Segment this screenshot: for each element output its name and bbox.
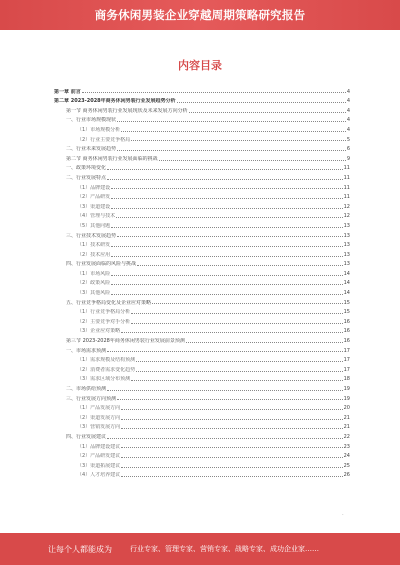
toc-entry-page: 13 bbox=[343, 222, 350, 229]
toc-entry-page: 5 bbox=[346, 136, 350, 143]
toc-leader-dots bbox=[111, 256, 342, 257]
toc-entry-label: （2）政策风险 bbox=[77, 280, 111, 287]
toc-entry-label: （2）行业主要竞争格局 bbox=[77, 136, 131, 143]
toc-entry-label: （2）产品研发建议 bbox=[77, 453, 121, 460]
toc-entry-label: 第一节 商务休闲男装行业发展现状及未来发展方向分析 bbox=[66, 107, 188, 114]
toc-leader-dots bbox=[111, 294, 342, 295]
toc-entry-label: （1）品牌建设建议 bbox=[77, 443, 121, 450]
report-title: 商务休闲男装企业穿越周期策略研究报告 bbox=[94, 8, 306, 22]
toc-leader-dots bbox=[111, 227, 342, 228]
toc-entry-page: 25 bbox=[343, 462, 350, 469]
toc-entry-label: （2）渠道发展方向 bbox=[77, 414, 121, 421]
toc-entry[interactable] bbox=[54, 104, 350, 114]
toc-leader-dots bbox=[107, 351, 343, 352]
footer-slogan: 让每个人都能成为 bbox=[48, 544, 112, 554]
toc-entry-page: 18 bbox=[343, 376, 350, 383]
page-mark: - bbox=[342, 512, 344, 517]
toc-entry-page: 19 bbox=[343, 395, 350, 402]
toc-entry[interactable] bbox=[54, 210, 350, 220]
toc-leader-dots bbox=[107, 438, 343, 439]
toc-entry[interactable] bbox=[54, 402, 350, 412]
toc-entry-page: 17 bbox=[343, 347, 350, 354]
toc-entry-label: （1）行业竞争格局分析 bbox=[77, 309, 131, 316]
toc-entry[interactable] bbox=[54, 306, 350, 316]
toc-leader-dots bbox=[107, 169, 343, 170]
toc-entry-label: （1）产品发展方向 bbox=[77, 405, 121, 412]
toc-entry[interactable] bbox=[54, 286, 350, 296]
toc-entry-page: 15 bbox=[343, 299, 350, 306]
toc-entry[interactable] bbox=[54, 344, 350, 354]
toc-entry[interactable] bbox=[54, 267, 350, 277]
toc-leader-dots bbox=[107, 179, 343, 180]
toc-leader-dots bbox=[121, 131, 346, 132]
toc-entry[interactable] bbox=[54, 114, 350, 124]
toc-entry-page: 4 bbox=[346, 107, 350, 114]
toc-entry[interactable] bbox=[54, 421, 350, 431]
toc-entry-label: （3）营销发展方向 bbox=[77, 424, 121, 431]
toc-leader-dots bbox=[111, 275, 342, 276]
toc-entry-page: 12 bbox=[343, 203, 350, 210]
toc-entry-label: 二、行业发展特点 bbox=[66, 174, 107, 181]
toc-entry-page: 11 bbox=[343, 184, 350, 191]
toc-entry-page: 17 bbox=[343, 357, 350, 364]
toc-entry[interactable] bbox=[54, 229, 350, 239]
toc-leader-dots bbox=[121, 467, 342, 468]
toc-entry[interactable] bbox=[54, 248, 350, 258]
toc-entry-page: 22 bbox=[343, 433, 350, 440]
toc-entry-page: 19 bbox=[343, 386, 350, 392]
toc-entry[interactable] bbox=[54, 334, 350, 344]
toc-entry-page: 20 bbox=[343, 405, 350, 412]
toc-entry-label: 二、行业未来发展趋势 bbox=[66, 146, 117, 153]
footer-banner bbox=[0, 533, 400, 565]
toc-leader-dots bbox=[116, 217, 342, 218]
toc-entry[interactable] bbox=[54, 430, 350, 440]
toc-entry-label: （4）人才培养建议 bbox=[77, 472, 121, 479]
toc-entry-label: 三、行业发展方向预测 bbox=[66, 395, 117, 402]
toc-entry-page: 14 bbox=[343, 270, 350, 277]
toc-leader-dots bbox=[121, 409, 342, 410]
toc-entry[interactable] bbox=[54, 200, 350, 210]
toc-leader-dots bbox=[117, 121, 346, 122]
toc-entry-page: 14 bbox=[343, 280, 350, 287]
toc-entry[interactable] bbox=[54, 373, 350, 383]
toc-entry[interactable] bbox=[54, 459, 350, 469]
toc-leader-dots bbox=[131, 140, 346, 141]
toc-entry-page: 12 bbox=[343, 213, 350, 220]
toc-entry[interactable] bbox=[54, 382, 350, 392]
toc-entry-label: （1）技术研发 bbox=[77, 242, 111, 249]
toc-entry-page: 16 bbox=[343, 318, 350, 325]
toc-entry[interactable] bbox=[54, 133, 350, 143]
toc-leader-dots bbox=[159, 160, 346, 161]
toc-entry-label: （2）技术应用 bbox=[77, 251, 111, 258]
toc-entry[interactable] bbox=[54, 440, 350, 450]
toc-entry[interactable] bbox=[54, 450, 350, 460]
toc-entry-label: 四、行业发展面临的风险与挑战 bbox=[66, 261, 137, 268]
toc-entry[interactable] bbox=[54, 171, 350, 181]
toc-entry-label: （2）消费者需求变化趋势 bbox=[77, 366, 136, 373]
table-of-contents bbox=[54, 85, 350, 478]
toc-entry-label: （3）渠道建设 bbox=[77, 203, 111, 210]
toc-entry[interactable] bbox=[54, 143, 350, 153]
toc-entry-page: 11 bbox=[343, 174, 350, 181]
toc-entry-label: （1）市场规模分析 bbox=[77, 126, 121, 133]
toc-entry-label: （2）主要竞争对手分析 bbox=[77, 318, 131, 325]
toc-leader-dots bbox=[136, 371, 342, 372]
toc-entry-label: 三、行业技术发展趋势 bbox=[66, 232, 117, 239]
toc-entry-page: 4 bbox=[346, 98, 350, 105]
toc-entry-label: （3）渠道拓展建议 bbox=[77, 462, 121, 469]
toc-entry[interactable] bbox=[54, 296, 350, 306]
toc-leader-dots bbox=[117, 236, 343, 237]
toc-leader-dots bbox=[121, 428, 342, 429]
toc-entry-label: 一、政策环境变化 bbox=[66, 165, 107, 172]
toc-heading: 内容目录 bbox=[178, 59, 222, 72]
toc-leader-dots bbox=[131, 313, 342, 314]
toc-leader-dots bbox=[107, 390, 343, 391]
toc-entry[interactable] bbox=[54, 363, 350, 373]
toc-leader-dots bbox=[177, 102, 346, 103]
toc-leader-dots bbox=[121, 419, 342, 420]
toc-entry-page: 13 bbox=[343, 242, 350, 249]
toc-leader-dots bbox=[131, 323, 342, 324]
toc-entry-label: 一、行业市场规模现状 bbox=[66, 117, 117, 124]
toc-entry-page: 13 bbox=[343, 232, 350, 239]
toc-entry-page: 21 bbox=[343, 414, 350, 421]
toc-entry-label: 二、市场供给预测 bbox=[66, 386, 107, 392]
toc-leader-dots bbox=[111, 198, 342, 199]
toc-leader-dots bbox=[117, 150, 346, 151]
toc-entry[interactable] bbox=[54, 392, 350, 402]
toc-entry-label: 第三节 2023-2028年商务休闲男装行业发展前景预测 bbox=[66, 338, 185, 345]
toc-entry[interactable] bbox=[54, 354, 350, 364]
toc-leader-dots bbox=[111, 246, 342, 247]
toc-entry[interactable] bbox=[54, 258, 350, 268]
toc-entry-label: （3）企业应对策略 bbox=[77, 328, 121, 335]
toc-entry-label: 一、市场需求预测 bbox=[66, 347, 107, 354]
toc-entry-label: （3）其他风险 bbox=[77, 290, 111, 297]
toc-entry-label: 第二章 2023-2028年商务休闲男装行业发展趋势分析 bbox=[54, 98, 176, 105]
toc-leader-dots bbox=[121, 457, 342, 458]
toc-leader-dots bbox=[136, 361, 342, 362]
toc-entry-label: （3）需求区域分布预测 bbox=[77, 376, 131, 383]
toc-entry[interactable] bbox=[54, 152, 350, 162]
toc-entry-page: 11 bbox=[343, 194, 350, 201]
toc-leader-dots bbox=[111, 208, 342, 209]
toc-leader-dots bbox=[186, 342, 343, 343]
toc-entry-page: 4 bbox=[346, 126, 350, 133]
toc-entry-page: 16 bbox=[343, 328, 350, 335]
toc-entry-label: 第二节 商务休闲男装行业发展面临的挑战 bbox=[66, 155, 158, 162]
toc-entry-label: 四、行业发展建议 bbox=[66, 433, 107, 440]
toc-entry-label: 第一章 前言 bbox=[54, 88, 81, 95]
toc-leader-dots bbox=[111, 188, 342, 189]
toc-entry[interactable] bbox=[54, 191, 350, 201]
toc-entry[interactable] bbox=[54, 95, 350, 105]
toc-entry-label: 五、行业竞争格局变化及企业应对策略 bbox=[66, 299, 152, 306]
toc-entry[interactable] bbox=[54, 162, 350, 172]
toc-entry[interactable] bbox=[54, 219, 350, 229]
toc-entry-page: 14 bbox=[343, 290, 350, 297]
toc-leader-dots bbox=[121, 332, 342, 333]
toc-entry[interactable] bbox=[54, 85, 350, 95]
toc-entry-label: （5）其他问题 bbox=[77, 222, 111, 229]
toc-entry-page: 21 bbox=[343, 424, 350, 431]
toc-entry-label: （1）需求规模及结构预测 bbox=[77, 357, 136, 364]
toc-entry-page: 13 bbox=[343, 261, 350, 268]
toc-leader-dots bbox=[152, 303, 343, 304]
toc-entry[interactable] bbox=[54, 315, 350, 325]
toc-entry[interactable] bbox=[54, 277, 350, 287]
toc-entry[interactable] bbox=[54, 181, 350, 191]
toc-leader-dots bbox=[117, 399, 343, 400]
toc-entry[interactable] bbox=[54, 411, 350, 421]
toc-entry[interactable] bbox=[54, 325, 350, 335]
toc-entry-label: （4）管理与技术 bbox=[77, 213, 116, 220]
toc-entry[interactable] bbox=[54, 239, 350, 249]
toc-leader-dots bbox=[121, 447, 342, 448]
toc-leader-dots bbox=[131, 380, 342, 381]
toc-entry-page: 4 bbox=[346, 88, 350, 95]
toc-entry-label: （1）市场风险 bbox=[77, 270, 111, 277]
toc-leader-dots bbox=[121, 476, 342, 477]
toc-entry-page: 11 bbox=[343, 165, 350, 172]
toc-entry-page: 4 bbox=[346, 117, 350, 124]
toc-leader-dots bbox=[82, 92, 346, 93]
toc-entry[interactable] bbox=[54, 469, 350, 479]
toc-entry-page: 6 bbox=[346, 146, 350, 153]
toc-leader-dots bbox=[111, 284, 342, 285]
toc-entry-page: 9 bbox=[346, 155, 350, 162]
toc-entry-page: 13 bbox=[343, 251, 350, 258]
toc-entry-page: 26 bbox=[343, 472, 350, 479]
toc-leader-dots bbox=[137, 265, 343, 266]
toc-entry-page: 17 bbox=[343, 366, 350, 373]
footer-tagline: 行业专家、管理专家、营销专家、战略专家、成功企业家…… bbox=[130, 545, 319, 553]
toc-entry-page: 16 bbox=[343, 338, 350, 345]
toc-entry[interactable] bbox=[54, 123, 350, 133]
toc-entry-label: （1）品牌建设 bbox=[77, 184, 111, 191]
header-banner bbox=[0, 0, 400, 30]
toc-entry-page: 24 bbox=[343, 453, 350, 460]
toc-entry-page: 15 bbox=[343, 309, 350, 316]
toc-entry-label: （2）产品研发 bbox=[77, 194, 111, 201]
toc-leader-dots bbox=[189, 112, 346, 113]
toc-entry-page: 23 bbox=[343, 443, 350, 450]
